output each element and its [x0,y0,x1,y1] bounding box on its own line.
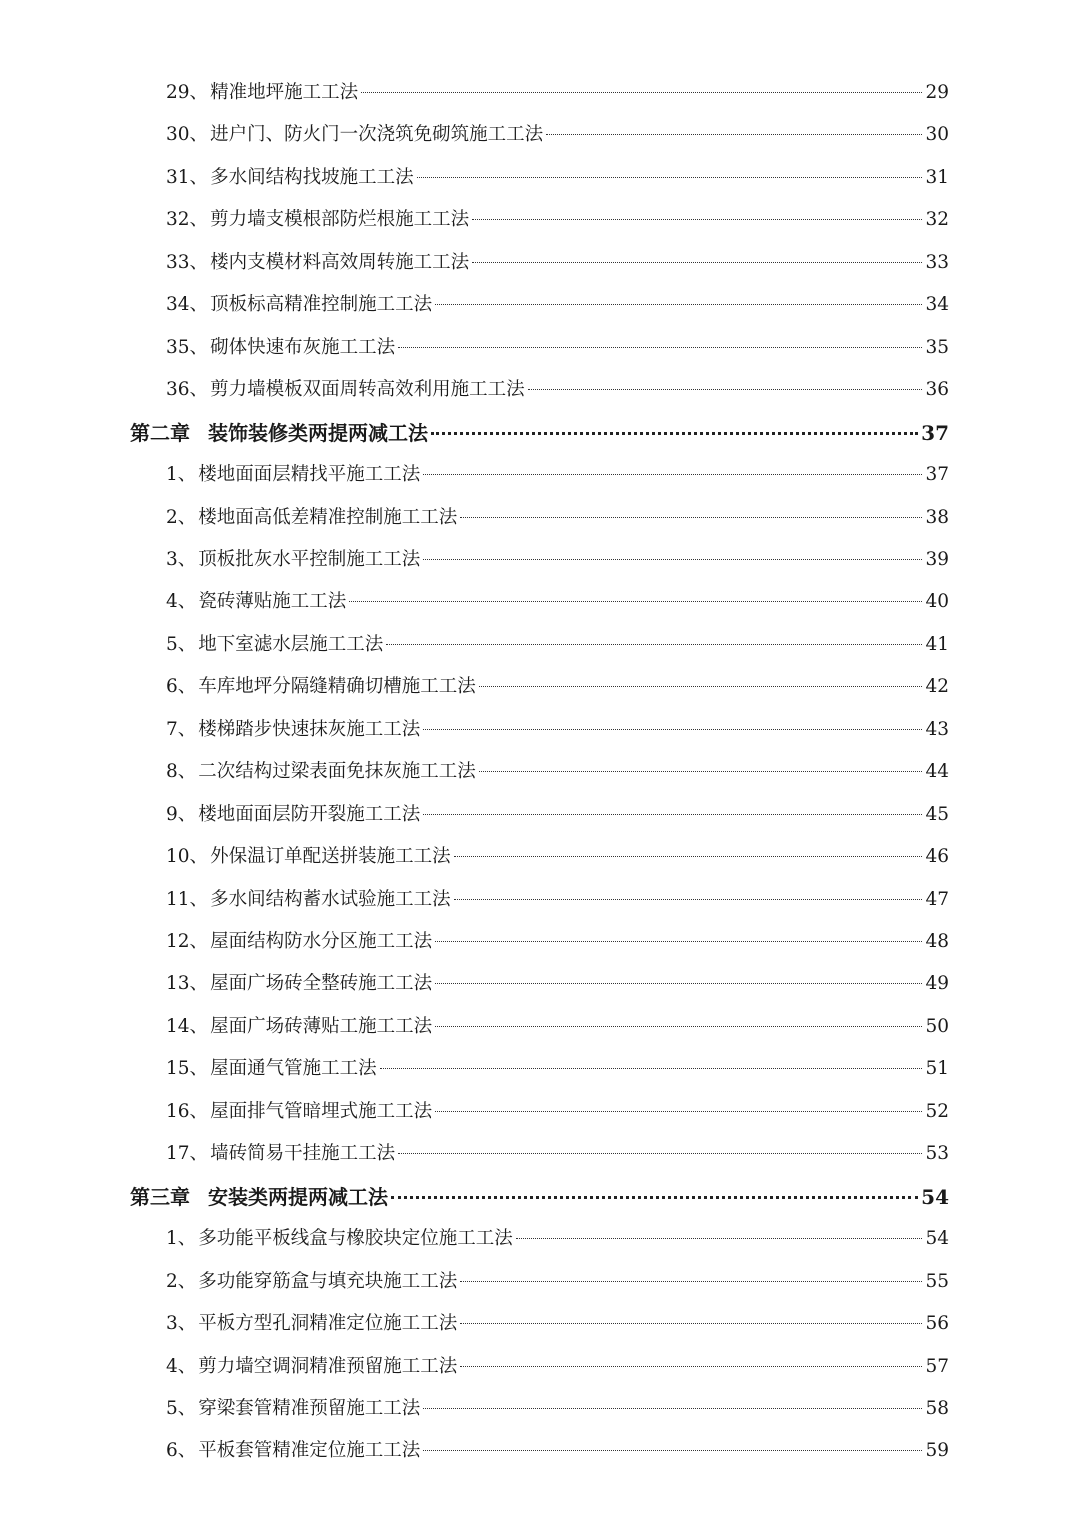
toc-entry[interactable] [166,630,949,660]
dot-leader [423,474,922,475]
toc-entry[interactable] [166,757,949,787]
page-number: 43 [925,718,949,740]
entry-number: 13 [166,973,190,995]
entry-number: 7 [166,718,178,740]
toc-entry[interactable] [166,1097,949,1127]
entry-label [166,885,451,915]
toc-entry[interactable] [166,1224,949,1254]
entry-label [166,1394,420,1424]
page-number: 35 [925,336,949,358]
dot-leader [423,1450,922,1451]
entry-separator: 、 [177,548,197,570]
toc-entry[interactable] [166,205,949,235]
entry-title: 楼梯踏步快速抹灰施工工法 [198,718,421,740]
dot-leader [472,262,922,263]
dot-leader [423,814,922,815]
dot-leader [528,389,923,390]
page-number: 39 [925,548,949,570]
toc-entry[interactable] [166,800,949,830]
toc-entry[interactable] [166,587,949,617]
entry-number: 33 [166,251,190,273]
entry-title: 楼内支模材料高效周转施工工法 [210,251,470,273]
entry-separator: 、 [177,718,197,740]
entry-number: 6 [166,1440,178,1462]
page-number: 54 [925,1228,949,1250]
entry-separator: 、 [177,761,197,783]
entry-separator: 、 [189,336,209,358]
entry-number: 6 [166,676,178,698]
entry-separator: 、 [189,379,209,401]
entry-number: 17 [166,1143,190,1165]
toc-entry[interactable] [166,1352,949,1382]
entry-title: 屋面广场砖全整砖施工工法 [210,973,433,995]
entry-number: 16 [166,1100,190,1122]
dot-leader [460,1323,922,1324]
entry-separator: 、 [177,803,197,825]
entry-number: 2 [166,506,178,528]
toc-entry[interactable] [166,969,949,999]
entry-number: 12 [166,931,190,952]
dot-leader [349,601,922,602]
toc-entry[interactable] [166,120,949,150]
page-number: 40 [925,591,949,613]
entry-number: 34 [166,294,190,316]
entry-label [166,715,420,745]
chapter-title: 安装类两提两减工法 [208,1184,388,1209]
entry-label [166,205,469,235]
page-number: 54 [921,1184,949,1209]
entry-title: 多功能穿筋盒与填充块施工工法 [198,1270,458,1292]
dot-leader [460,1366,922,1367]
entry-title: 砌体快速布灰施工工法 [210,336,396,358]
toc-entry[interactable] [166,460,949,490]
entry-number: 4 [166,1355,178,1377]
page-number: 36 [925,379,949,401]
page-number: 46 [925,846,949,868]
page-number: 32 [925,209,949,231]
entry-number: 10 [166,846,190,868]
entry-label [166,630,383,660]
entry-separator: 、 [189,1058,209,1080]
dot-leader [546,134,922,135]
chapter-number: 第二章 [130,420,190,445]
page-number: 56 [925,1313,949,1335]
entry-title: 平板套管精准定位施工工法 [198,1440,421,1462]
entry-number: 15 [166,1058,190,1080]
entry-label [166,545,420,575]
toc-chapter-heading[interactable] [130,418,949,448]
toc-entry[interactable] [166,78,949,108]
entry-label [166,1267,457,1297]
entry-title: 顶板批灰水平控制施工工法 [198,548,421,570]
entry-label [166,672,476,702]
entry-label [166,1054,377,1084]
dot-leader [460,1281,922,1282]
page-number: 57 [925,1355,949,1377]
toc-entry[interactable] [166,927,949,957]
toc-entry[interactable] [166,842,949,872]
entry-label [166,460,420,490]
page-number: 29 [925,82,949,103]
toc-chapter-heading[interactable] [130,1182,949,1212]
dot-leader [398,347,922,348]
toc-entry[interactable] [166,290,949,320]
entry-title: 顶板标高精准控制施工工法 [210,294,433,316]
page-number: 31 [925,166,949,188]
page-number: 51 [925,1058,949,1080]
entry-separator: 、 [177,591,197,613]
toc-entry[interactable] [166,1054,949,1084]
toc-entry[interactable] [166,1309,949,1339]
entry-label [166,969,432,999]
entry-title: 剪力墙空调洞精准预留施工工法 [198,1355,458,1377]
entry-separator: 、 [177,1270,197,1292]
entry-separator: 、 [177,1228,197,1250]
dot-leader [423,729,922,730]
entry-number: 32 [166,209,190,231]
dot-leader [435,304,922,305]
entry-label [166,1012,432,1042]
entry-number: 5 [166,1397,178,1419]
entry-title: 墙砖简易干挂施工工法 [210,1143,396,1165]
entry-number: 8 [166,761,178,783]
dot-leader [423,559,922,560]
entry-number: 11 [166,888,190,910]
entry-number: 14 [166,1015,190,1037]
entry-separator: 、 [177,1355,197,1377]
page-number: 45 [925,803,949,825]
dot-leader [435,941,922,942]
page-number: 44 [925,761,949,783]
entry-label [166,927,432,957]
chapter-label [130,418,428,448]
dot-leader [435,1026,922,1027]
dot-leader [454,899,923,900]
dot-leader [454,856,923,857]
entry-title: 多水间结构找坡施工工法 [210,166,414,188]
toc-entry[interactable] [166,672,949,702]
entry-title: 二次结构过梁表面免抹灰施工工法 [198,761,476,783]
entry-label [166,290,432,320]
dot-leader [398,1153,922,1154]
page-number: 52 [925,1100,949,1122]
entry-label [166,800,420,830]
entry-label [166,375,525,405]
dot-leader [435,983,922,984]
entry-label [166,1436,420,1466]
entry-title: 多功能平板线盒与橡胶块定位施工工法 [198,1228,513,1250]
toc-entry[interactable] [166,375,949,405]
toc-entry[interactable] [166,1267,949,1297]
toc-entry[interactable] [166,885,949,915]
toc-entry[interactable] [166,1139,949,1169]
entry-label [166,333,395,363]
toc-entry[interactable] [166,1012,949,1042]
toc-entry[interactable] [166,333,949,363]
entry-title: 地下室滤水层施工工法 [198,633,384,655]
entry-title: 精准地坪施工工法 [210,82,359,103]
chapter-number: 第三章 [130,1184,190,1209]
entry-label [166,587,346,617]
entry-separator: 、 [189,1143,209,1165]
dot-leader [417,177,923,178]
dot-leader [472,219,922,220]
entry-title: 外保温订单配送拼装施工工法 [210,846,451,868]
toc-entry[interactable] [166,545,949,575]
page-number: 59 [925,1440,949,1462]
page-number: 37 [921,420,949,445]
entry-separator: 、 [177,1440,197,1462]
entry-label [166,1224,513,1254]
entry-title: 屋面排气管暗埋式施工工法 [210,1100,433,1122]
entry-number: 9 [166,803,178,825]
page-number: 50 [925,1015,949,1037]
chapter-title: 装饰装修类两提两减工法 [208,420,428,445]
page-number: 38 [925,506,949,528]
entry-number: 36 [166,379,190,401]
entry-separator: 、 [189,166,209,188]
page-number: 47 [925,888,949,910]
entry-number: 3 [166,1313,178,1335]
entry-separator: 、 [189,209,209,231]
entry-separator: 、 [177,506,197,528]
dot-leader [479,771,923,772]
entry-title: 屋面结构防水分区施工工法 [210,931,433,952]
entry-separator: 、 [189,294,209,316]
entry-label [166,503,457,533]
entry-label [166,78,358,108]
entry-separator: 、 [177,464,197,486]
entry-title: 瓷砖薄贴施工工法 [198,591,347,613]
entry-label [166,120,543,150]
entry-title: 屋面通气管施工工法 [210,1058,377,1080]
entry-separator: 、 [189,931,209,952]
dot-leader [361,92,922,93]
page-number: 42 [925,676,949,698]
entry-separator: 、 [189,82,209,103]
entry-label [166,1139,395,1169]
entry-separator: 、 [189,124,209,146]
toc-entry[interactable] [166,715,949,745]
entry-number: 29 [166,82,190,103]
entry-title: 剪力墙支模根部防烂根施工工法 [210,209,470,231]
dot-leader [386,644,922,645]
entry-separator: 、 [189,888,209,910]
page-number: 33 [925,251,949,273]
entry-number: 5 [166,633,178,655]
toc-entry[interactable] [166,1394,949,1424]
entry-label [166,757,476,787]
entry-separator: 、 [177,633,197,655]
toc-entry[interactable] [166,1436,949,1466]
page-number: 58 [925,1397,949,1419]
entry-number: 31 [166,166,190,188]
entry-number: 35 [166,336,190,358]
entry-separator: 、 [177,1313,197,1335]
entry-separator: 、 [189,973,209,995]
toc-entry[interactable] [166,503,949,533]
entry-label [166,842,451,872]
entry-title: 楼地面面层精找平施工工法 [198,464,421,486]
entry-separator: 、 [189,846,209,868]
dot-leader [431,432,918,435]
dot-leader [516,1238,923,1239]
page-number: 34 [925,294,949,316]
entry-title: 楼地面高低差精准控制施工工法 [198,506,458,528]
toc-entry[interactable] [166,163,949,193]
dot-leader [380,1068,923,1069]
entry-label [166,1309,457,1339]
entry-title: 多水间结构蓄水试验施工工法 [210,888,451,910]
entry-number: 1 [166,1228,178,1250]
entry-separator: 、 [177,676,197,698]
entry-title: 车库地坪分隔缝精确切槽施工工法 [198,676,476,698]
page-number: 53 [925,1143,949,1165]
entry-separator: 、 [189,1015,209,1037]
entry-number: 4 [166,591,178,613]
dot-leader [435,1111,922,1112]
entry-title: 楼地面面层防开裂施工工法 [198,803,421,825]
entry-separator: 、 [189,1100,209,1122]
entry-separator: 、 [177,1397,197,1419]
dot-leader [479,686,923,687]
entry-number: 30 [166,124,190,146]
chapter-label [130,1182,388,1212]
page-number: 49 [925,973,949,995]
entry-label [166,1352,457,1382]
dot-leader [460,517,922,518]
entry-label [166,248,469,278]
entry-number: 1 [166,464,178,486]
dot-leader [423,1408,922,1409]
page-number: 55 [925,1270,949,1292]
entry-number: 2 [166,1270,178,1292]
entry-label [166,163,414,193]
entry-title: 穿梁套管精准预留施工工法 [198,1397,421,1419]
dot-leader [391,1196,918,1199]
entry-title: 平板方型孔洞精准定位施工工法 [198,1313,458,1335]
page-number: 30 [925,124,949,146]
toc-entry[interactable] [166,248,949,278]
entry-title: 剪力墙模板双面周转高效利用施工工法 [210,379,525,401]
entry-separator: 、 [189,251,209,273]
page-number: 41 [925,633,949,655]
page-number: 37 [925,464,949,486]
page-number: 48 [925,931,949,952]
entry-number: 3 [166,548,178,570]
entry-label [166,1097,432,1127]
entry-title: 进户门、防火门一次浇筑免砌筑施工工法 [210,124,544,146]
entry-title: 屋面广场砖薄贴工施工工法 [210,1015,433,1037]
